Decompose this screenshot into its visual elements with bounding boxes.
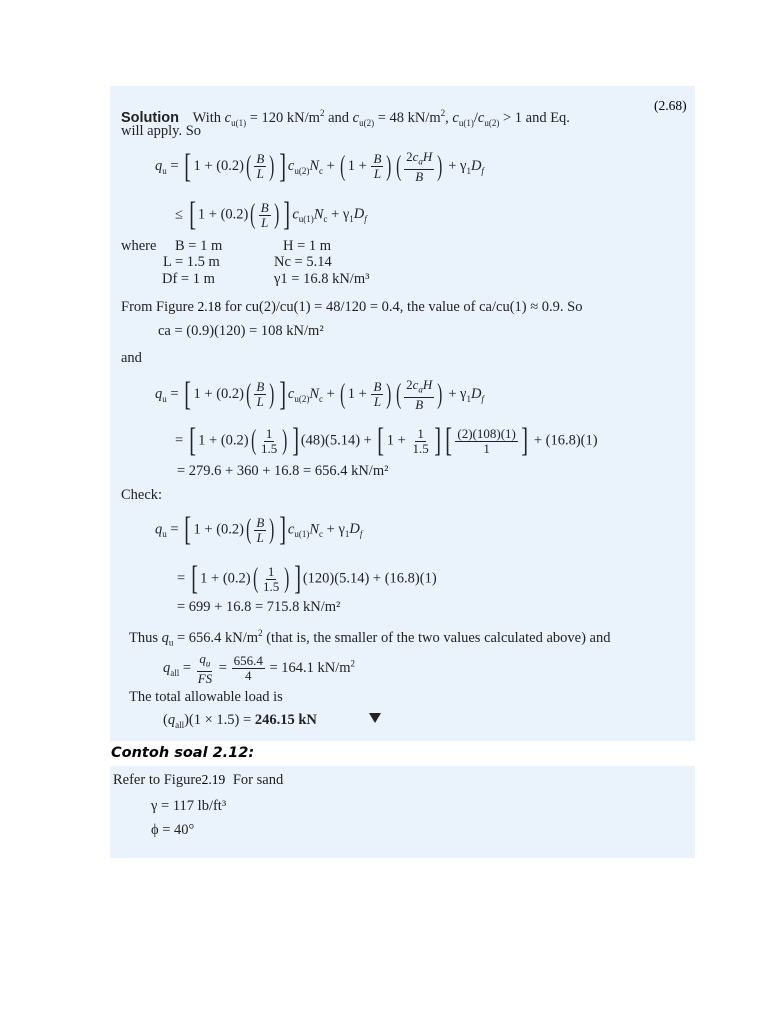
- refer-text-start: Refer to Figure: [113, 772, 202, 788]
- end-marker-icon: [369, 713, 381, 723]
- param-L: L = 1.5 m: [163, 254, 220, 270]
- solution-heading: Solution: [121, 109, 179, 126]
- figure-line-start: From Figure: [121, 299, 194, 315]
- equation-qu-repeat: $q_u$ = [ 1 + (0.2)( $\frac{B}{L}$ ) ] $c_{u(2)}N_c$ + ( 1 + $\frac{B}{L}$ ) ( $\frac{2c_aH}{B}$ ) + $\gamma_1D_f$: [155, 375, 484, 413]
- param-H: H = 1 m: [283, 238, 332, 254]
- and-label: and: [121, 350, 142, 366]
- figure-line-end: for cu(2)/cu(1) = 48/120 = 0.4, the value of ca/cu(1) ≈ 0.9. So: [224, 299, 583, 315]
- param-gamma1: γ1 = 16.8 kN/m³: [274, 271, 370, 287]
- ca-line: ca = (0.9)(120) = 108 kN/m²: [158, 323, 324, 339]
- result-715: = 699 + 16.8 = 715.8 kN/m²: [177, 599, 341, 615]
- mirror-intro: [0, 1000, 1, 1001]
- thus-line: Thus $q_u = 656.4$ $kN/m^2$ (that is, the smaller of the two values calculated above) and: [129, 628, 611, 648]
- param-Df: Df = 1 m: [162, 271, 215, 287]
- example-gamma: γ = 117 lb/ft³: [151, 798, 227, 814]
- result-656: = 279.6 + 360 + 16.8 = 656.4 kN/m²: [177, 463, 389, 479]
- solution-intro-text: With $c_{u(1)} = 120$ $kN/m^2$ and $c_{u(2)} = 48$ $kN/m^2$, $c_{u(1)}/c_{u(2)} > 1$ and Eq.: [192, 108, 570, 128]
- refer-text-end: For sand: [232, 772, 284, 788]
- equation-reference: (2.68): [654, 98, 687, 113]
- total-load-label: The total allowable load is: [129, 689, 283, 705]
- equation-substitution: = [ 1 + (0.2)( $\frac{1}{1.5}$ ) ] (48)(5.14) + [ 1 + $\frac{1}{1.5}$ ] [ $\frac{(2)(108)(1)}{1}$ ] + (16.8)(1): [175, 422, 598, 459]
- example-caption: Contoh soal 2.12:: [111, 745, 255, 761]
- param-B: B = 1 m: [175, 238, 223, 254]
- total-load-value: $(q_{all})(1 \times 1.5) = 246.15$ kN: [163, 712, 317, 730]
- figure-reference-2-19: 2.19: [201, 772, 226, 787]
- example-phi: ϕ = 40°: [151, 822, 195, 838]
- figure-reference-2-18: 2.18: [197, 299, 222, 314]
- where-label: where: [121, 238, 157, 254]
- example-refer-line: [113, 771, 283, 789]
- param-Nc: Nc = 5.14: [274, 254, 332, 270]
- equation-check: $q_u$ = [ 1 + (0.2)( $\frac{B}{L}$ ) ] $c_{u(1)}N_c + \gamma_1D_f$: [155, 511, 363, 548]
- equation-check-substitution: = [ 1 + (0.2)( $\frac{1}{1.5}$ ) ] (120)(5.14) + (16.8)(1): [177, 560, 437, 597]
- equation-qu-bound: ≤ [ 1 + (0.2)( $\frac{B}{L}$ ) ] $c_{u(1)}N_c + \gamma_1D_f$: [175, 196, 367, 233]
- formula-text-mirror: [0, 1000, 1, 1001]
- check-label: Check:: [121, 487, 163, 503]
- figure-line: [121, 298, 583, 316]
- qall-line: $q_{all}$ = $\frac{q_u}{FS}$ = $\frac{656.4}{4}$ = 164.1 $kN/m^2$: [163, 651, 356, 686]
- solution-intro-line2: will apply. So: [121, 123, 202, 139]
- equation-qu-general: $q_u$ = [ 1 + (0.2)( $\frac{B}{L}$ ) ] $c_{u(2)}N_c$ + ( 1 + $\frac{B}{L}$ ) ( $\frac{2c_aH}{B}$ ) + $\gamma_1D_f$: [155, 147, 484, 185]
